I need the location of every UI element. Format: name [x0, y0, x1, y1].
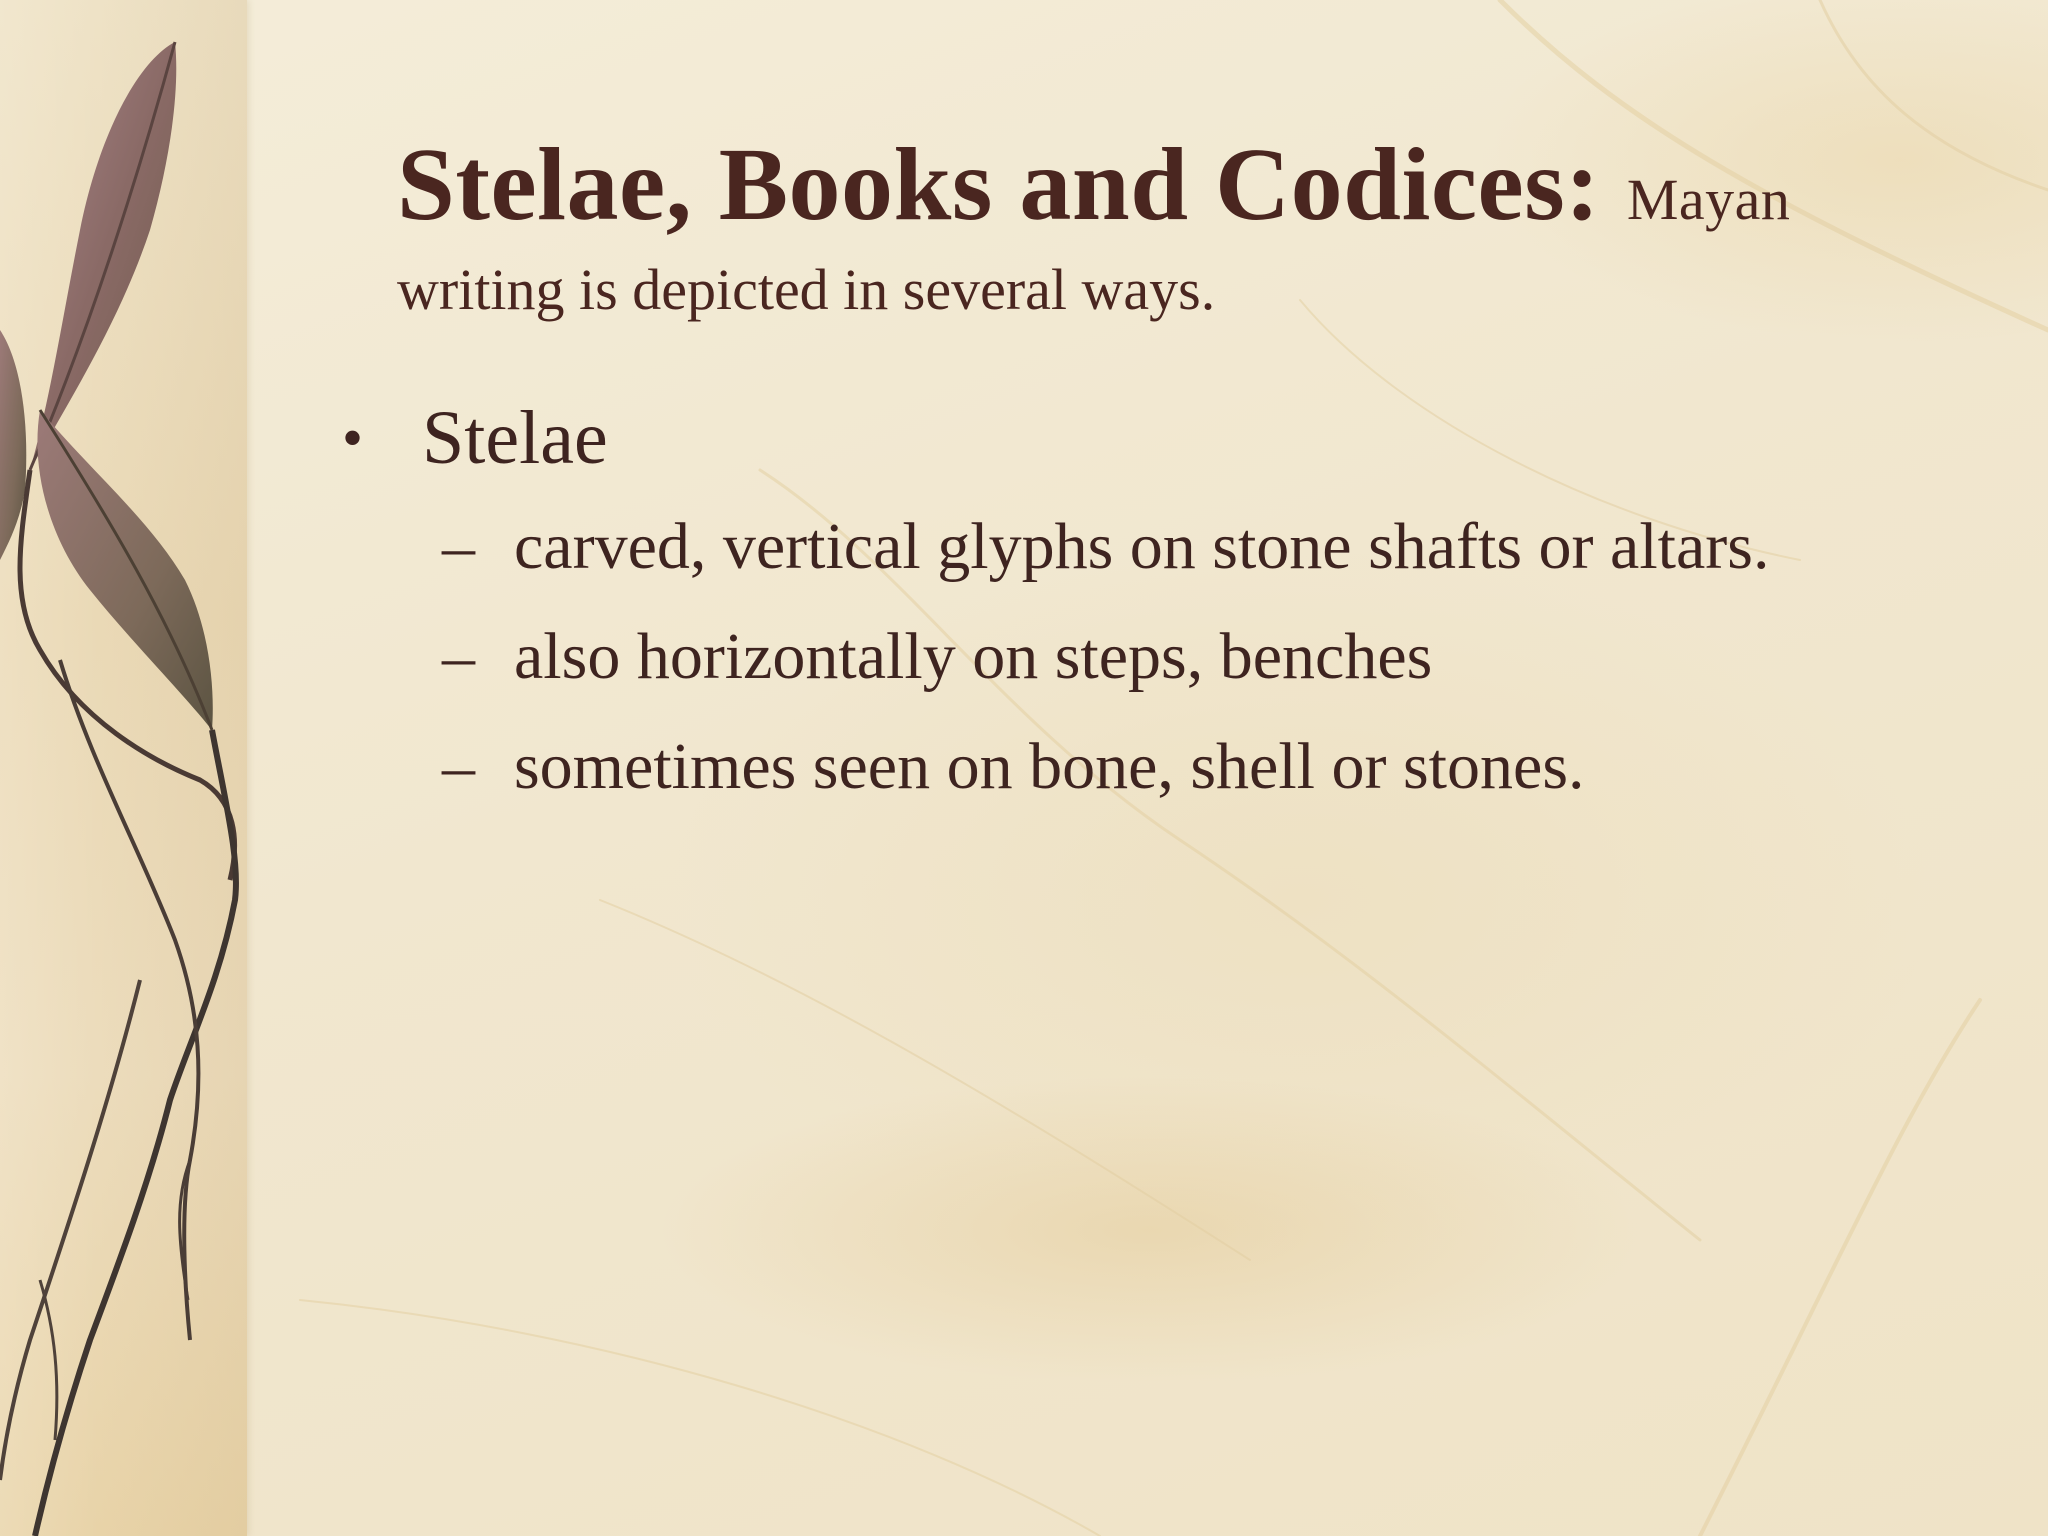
sub-item-text: sometimes seen on bone, shell or stones.: [514, 730, 1585, 803]
dash-marker: –: [442, 620, 475, 693]
bullet-item: [342, 388, 1902, 488]
title-rest-first: Mayan: [1626, 167, 1791, 232]
bullet-list: [342, 388, 1902, 830]
dash-marker: –: [442, 730, 475, 803]
sub-item: [442, 500, 1902, 594]
dash-marker: –: [442, 510, 475, 583]
sub-list: [342, 500, 1902, 814]
bullet-marker: •: [342, 405, 364, 471]
title-bold: Stelae, Books and Codices:: [397, 127, 1601, 242]
sub-item: [442, 610, 1902, 704]
title-rest-second: writing is depicted in several ways.: [397, 257, 1216, 322]
slide-title: [397, 128, 1917, 335]
leaf-branch-illustration: [0, 0, 260, 1536]
sub-item: [442, 720, 1902, 814]
sub-item-text: also horizontally on steps, benches: [514, 620, 1433, 693]
bullet-label: Stelae: [422, 396, 608, 480]
sub-item-text: carved, vertical glyphs on stone shafts or altars.: [514, 510, 1770, 583]
